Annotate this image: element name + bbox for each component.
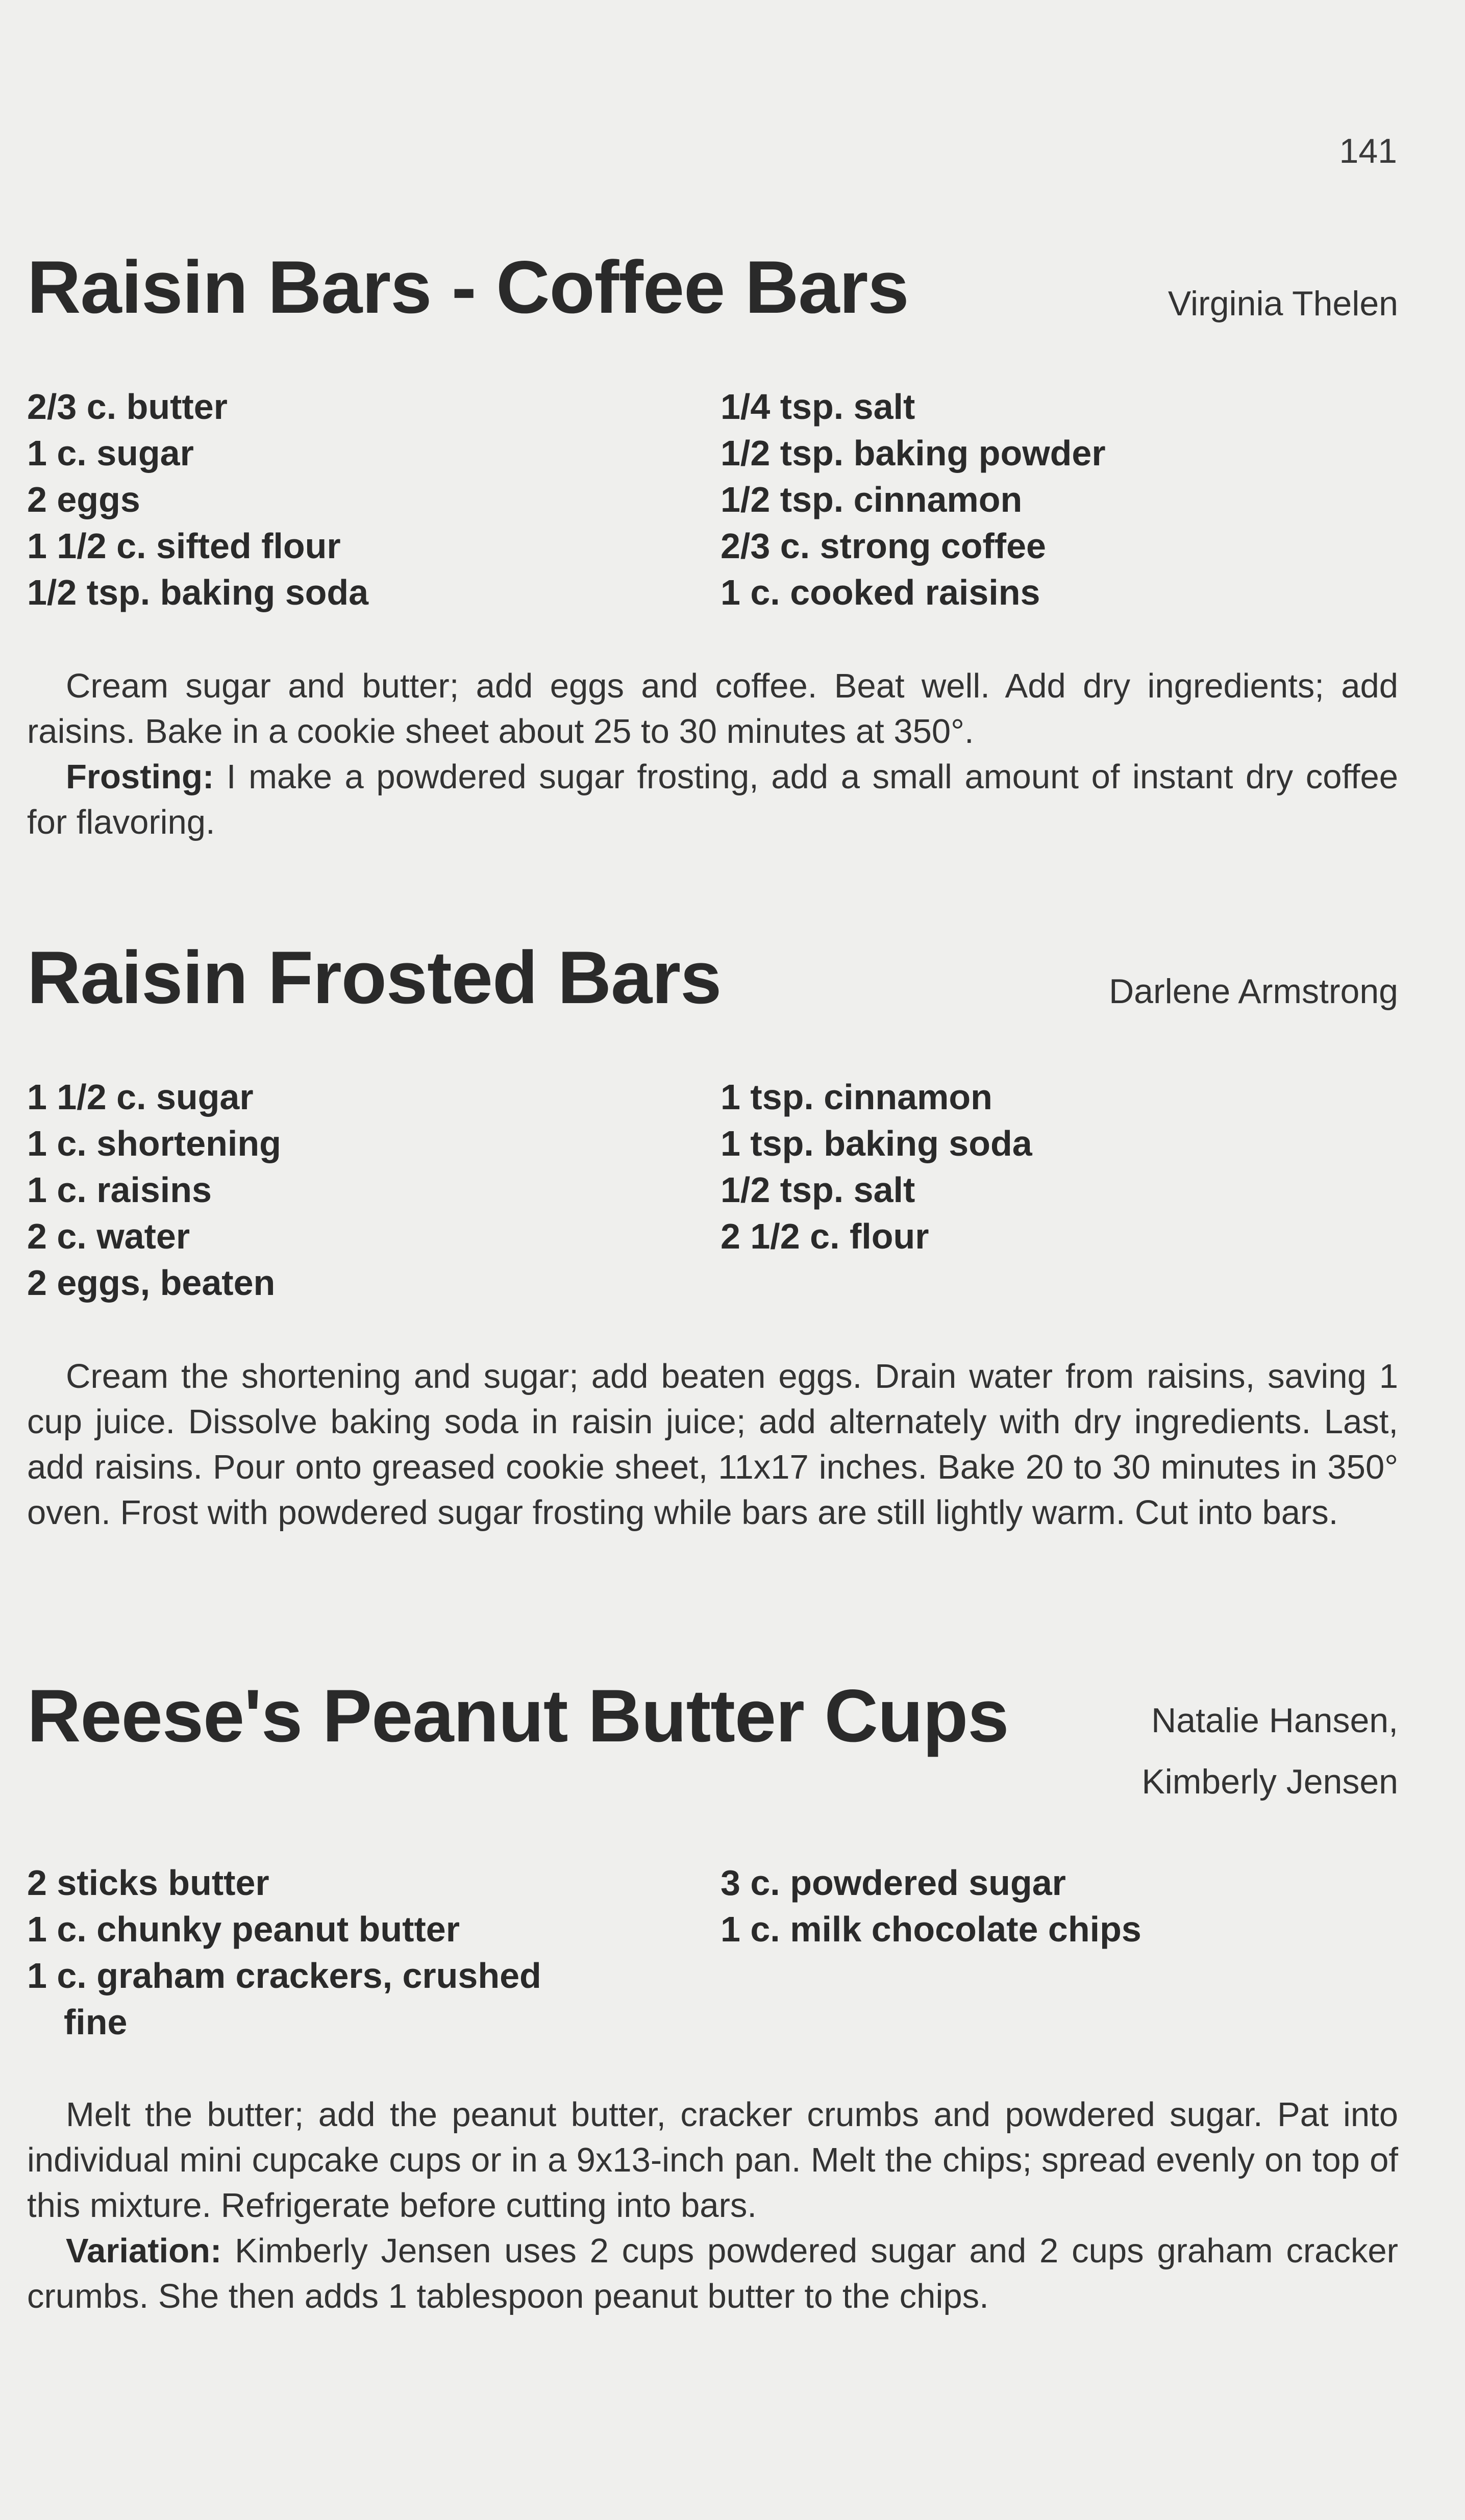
ingredient: 3 c. powdered sugar	[721, 1863, 1066, 1903]
recipe-title: Raisin Frosted Bars	[27, 936, 722, 1019]
ingredients-column-right	[721, 1860, 1141, 1953]
ingredient: 2 eggs, beaten	[27, 1263, 276, 1303]
ingredient: 1 c. sugar	[27, 433, 194, 473]
page-number: 141	[1339, 132, 1397, 170]
instruction-text: Melt the butter; add the peanut butter, cracker crumbs and powdered sugar. Pat into individual mini cupcake cups or in a 9x13-inch pan. Melt the chips; spread evenly on top of this mixture. Refrigerate before cutting into bars.	[27, 2095, 1398, 2225]
instruction-paragraph	[27, 754, 1398, 845]
ingredient: 1 tsp. baking soda	[721, 1124, 1032, 1163]
instruction-paragraph	[27, 1354, 1398, 1535]
ingredient: 1 c. chunky peanut butter	[27, 1909, 460, 1949]
ingredient-continuation: fine	[64, 2002, 128, 2042]
author-line: Kimberly Jensen	[1141, 1762, 1398, 1801]
ingredient: 2/3 c. strong coffee	[721, 526, 1046, 566]
ingredients-column-left	[27, 384, 368, 616]
instruction-paragraph	[27, 2228, 1398, 2319]
ingredient: 1 c. milk chocolate chips	[721, 1909, 1141, 1949]
recipe-title: Reese's Peanut Butter Cups	[27, 1674, 1009, 1757]
instruction-text: Cream sugar and butter; add eggs and coffee. Beat well. Add dry ingredients; add raisins. Bake in a cookie sheet about 25 to 30 minutes at 350°.	[27, 667, 1398, 751]
ingredient: 1 1/2 c. sifted flour	[27, 526, 341, 566]
recipe-title: Raisin Bars - Coffee Bars	[27, 245, 909, 329]
variation-label: Variation:	[66, 2232, 222, 2270]
ingredient: 1/2 tsp. baking soda	[27, 572, 369, 612]
recipe-reeses-peanut-butter-cups	[27, 1674, 1398, 2315]
recipe-header	[27, 936, 1398, 1027]
ingredients-column-right	[721, 384, 1106, 616]
recipe-header	[27, 245, 1398, 337]
recipe-author: Virginia Thelen	[1168, 284, 1398, 323]
ingredient: 1 c. cooked raisins	[721, 572, 1040, 612]
instruction-text: Kimberly Jensen uses 2 cups powdered sugar and 2 cups graham cracker crumbs. She then adds 1 tablespoon peanut butter to the chips.	[27, 2232, 1398, 2315]
recipe-raisin-coffee-bars	[27, 245, 1398, 841]
ingredient: 2 c. water	[27, 1216, 190, 1256]
ingredient: 1/2 tsp. cinnamon	[721, 480, 1023, 519]
ingredient: 1/4 tsp. salt	[721, 387, 915, 427]
recipe-author	[1141, 1690, 1398, 1812]
ingredient: 1/2 tsp. salt	[721, 1170, 915, 1210]
ingredient: 1 c. shortening	[27, 1124, 281, 1163]
ingredient	[27, 1999, 541, 2045]
ingredient: 2 sticks butter	[27, 1863, 269, 1903]
ingredient: 2 1/2 c. flour	[721, 1216, 929, 1256]
instruction-text: Cream the shortening and sugar; add beaten eggs. Drain water from raisins, saving 1 cup juice. Dissolve baking soda in raisin juice; add alternately with dry ingredients. Last, add raisins. Pour onto greased cookie sheet, 11x17 inches. Bake 20 to 30 minutes in 350° oven. Frost with powdered sugar frosting while bars are still lightly warm. Cut into bars.	[27, 1357, 1398, 1532]
recipe-instructions	[27, 2092, 1398, 2319]
recipe-author: Darlene Armstrong	[1109, 972, 1398, 1011]
instruction-paragraph	[27, 663, 1398, 754]
recipe-header	[27, 1674, 1398, 1822]
ingredients-column-left	[27, 1074, 281, 1306]
ingredient: 1 tsp. cinnamon	[721, 1077, 992, 1117]
instruction-paragraph	[27, 2092, 1398, 2228]
ingredient: 1 1/2 c. sugar	[27, 1077, 254, 1117]
author-line: Natalie Hansen,	[1151, 1701, 1398, 1740]
ingredients-column-left	[27, 1860, 541, 2045]
ingredient: 2 eggs	[27, 480, 140, 519]
instruction-text: I make a powdered sugar frosting, add a small amount of instant dry coffee for flavoring.	[27, 758, 1398, 841]
recipe-instructions	[27, 663, 1398, 845]
ingredients-column-right	[721, 1074, 1032, 1260]
recipe-instructions	[27, 1354, 1398, 1535]
recipe-raisin-frosted-bars	[27, 936, 1398, 1532]
ingredient: 1/2 tsp. baking powder	[721, 433, 1106, 473]
ingredient: 1 c. raisins	[27, 1170, 212, 1210]
ingredient: 1 c. graham crackers, crushed	[27, 1956, 541, 1995]
frosting-label: Frosting:	[66, 758, 214, 796]
ingredient: 2/3 c. butter	[27, 387, 228, 427]
